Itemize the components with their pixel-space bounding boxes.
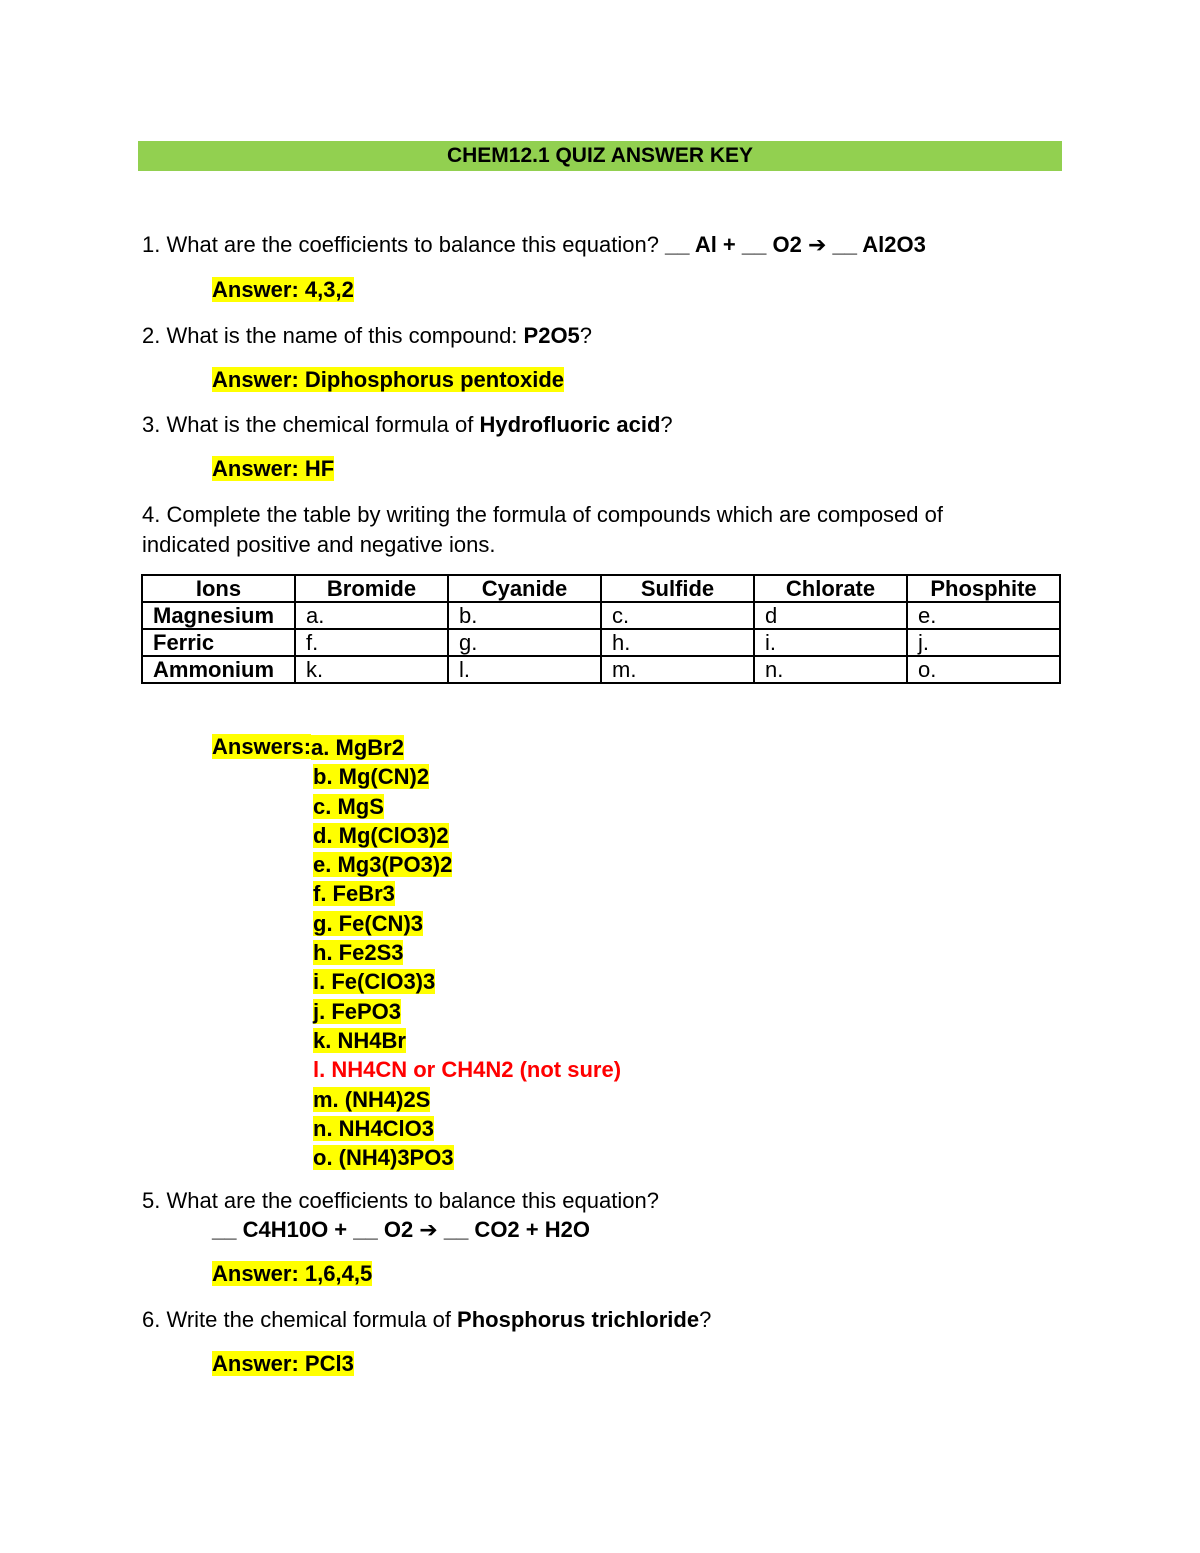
table-header: Chlorate [754, 575, 907, 602]
list-item: c. MgS [313, 793, 384, 819]
uncertain-answer: l. NH4CN or CH4N2 (not sure) [313, 1057, 622, 1083]
reaction-arrow-icon: ➔ [807, 232, 827, 257]
question-5-equation-right: __ CO2 + H2O [437, 1217, 590, 1242]
table-cell: o. [907, 656, 1060, 683]
question-6-end: ? [699, 1307, 712, 1332]
question-3 [142, 411, 673, 439]
list-item: a. MgBr2 [311, 735, 404, 760]
table-cell: f. [295, 629, 448, 656]
table-row [142, 602, 1060, 629]
list-item: f. FeBr3 [313, 881, 395, 907]
table-cell: j. [907, 629, 1060, 656]
table-cell: m. [601, 656, 754, 683]
question-6-text: 6. Write the chemical formula of [142, 1307, 458, 1332]
answer-1 [212, 276, 354, 304]
table-header: Cyanide [448, 575, 601, 602]
question-6-term: Phosphorus trichloride [457, 1307, 700, 1332]
ions-table [141, 574, 1061, 684]
question-3-term: Hydrofluoric acid [479, 412, 661, 437]
question-5-equation [212, 1216, 590, 1244]
table-cell: l. [448, 656, 601, 683]
table-header: Sulfide [601, 575, 754, 602]
table-cell: n. [754, 656, 907, 683]
question-1-text: 1. What are the coefficients to balance this equation? [142, 232, 666, 257]
question-1 [142, 231, 926, 259]
answer-3 [212, 455, 334, 483]
question-2-end: ? [579, 323, 593, 348]
question-2-term: P2O5 [523, 323, 580, 348]
question-4-line-2: indicated positive and negative ions. [142, 532, 496, 557]
question-4-line-1: 4. Complete the table by writing the formula of compounds which are composed of [142, 502, 943, 527]
list-item [313, 1055, 621, 1084]
table-cell: c. [601, 602, 754, 629]
table-cell: g. [448, 629, 601, 656]
page-title: CHEM12.1 QUIZ ANSWER KEY [138, 141, 1062, 171]
list-item: g. Fe(CN)3 [313, 910, 423, 936]
table-header-row [142, 575, 1060, 602]
table-header: Phosphite [907, 575, 1060, 602]
answers-label-line [212, 733, 311, 761]
question-3-end: ? [660, 412, 673, 437]
answer-2-text: Answer: Diphosphorus pentoxide [212, 367, 565, 392]
list-item: i. Fe(ClO3)3 [313, 969, 436, 995]
list-item: e. Mg3(PO3)2 [313, 852, 453, 878]
question-1-equation-left: __ Al + __ O2 [665, 232, 808, 257]
question-2 [142, 322, 592, 350]
list-item: k. NH4Br [313, 1027, 406, 1053]
answer-1-text: Answer: 4,3,2 [212, 277, 354, 302]
question-6 [142, 1306, 711, 1334]
row-ion: Magnesium [142, 602, 295, 629]
table-header: Bromide [295, 575, 448, 602]
table-row [142, 629, 1060, 656]
answer-5 [212, 1260, 372, 1288]
table-row [142, 656, 1060, 683]
reaction-arrow-icon: ➔ [419, 1217, 438, 1242]
list-item: b. Mg(CN)2 [313, 764, 430, 790]
table-cell: i. [754, 629, 907, 656]
list-item: h. Fe2S3 [313, 940, 404, 966]
table-cell: h. [601, 629, 754, 656]
row-ion: Ferric [142, 629, 295, 656]
answer-6 [212, 1350, 354, 1378]
answer-3-text: Answer: HF [212, 456, 335, 481]
question-1-equation-right: __ Al2O3 [826, 232, 926, 257]
list-item: o. (NH4)3PO3 [313, 1145, 454, 1171]
answer-5-text: Answer: 1,6,4,5 [212, 1261, 373, 1286]
answer-2 [212, 366, 564, 394]
answer-6-text: Answer: PCl3 [212, 1351, 354, 1376]
question-2-text: 2. What is the name of this compound: [142, 323, 524, 348]
table-cell: d [754, 602, 907, 629]
answers-label: Answers: [212, 734, 312, 759]
question-5-equation-left: __ C4H10O + __ O2 [212, 1217, 420, 1242]
list-item: d. Mg(ClO3)2 [313, 822, 449, 848]
answers-list [313, 733, 621, 1172]
question-5-text: 5. What are the coefficients to balance this equation? [142, 1188, 659, 1213]
list-item: n. NH4ClO3 [313, 1115, 435, 1141]
list-item: m. (NH4)2S [313, 1086, 431, 1112]
table-cell: e. [907, 602, 1060, 629]
table-cell: a. [295, 602, 448, 629]
table-cell: k. [295, 656, 448, 683]
table-header: Ions [142, 575, 295, 602]
table-cell: b. [448, 602, 601, 629]
list-item: j. FePO3 [313, 998, 402, 1024]
question-3-text: 3. What is the chemical formula of [142, 412, 480, 437]
row-ion: Ammonium [142, 656, 295, 683]
